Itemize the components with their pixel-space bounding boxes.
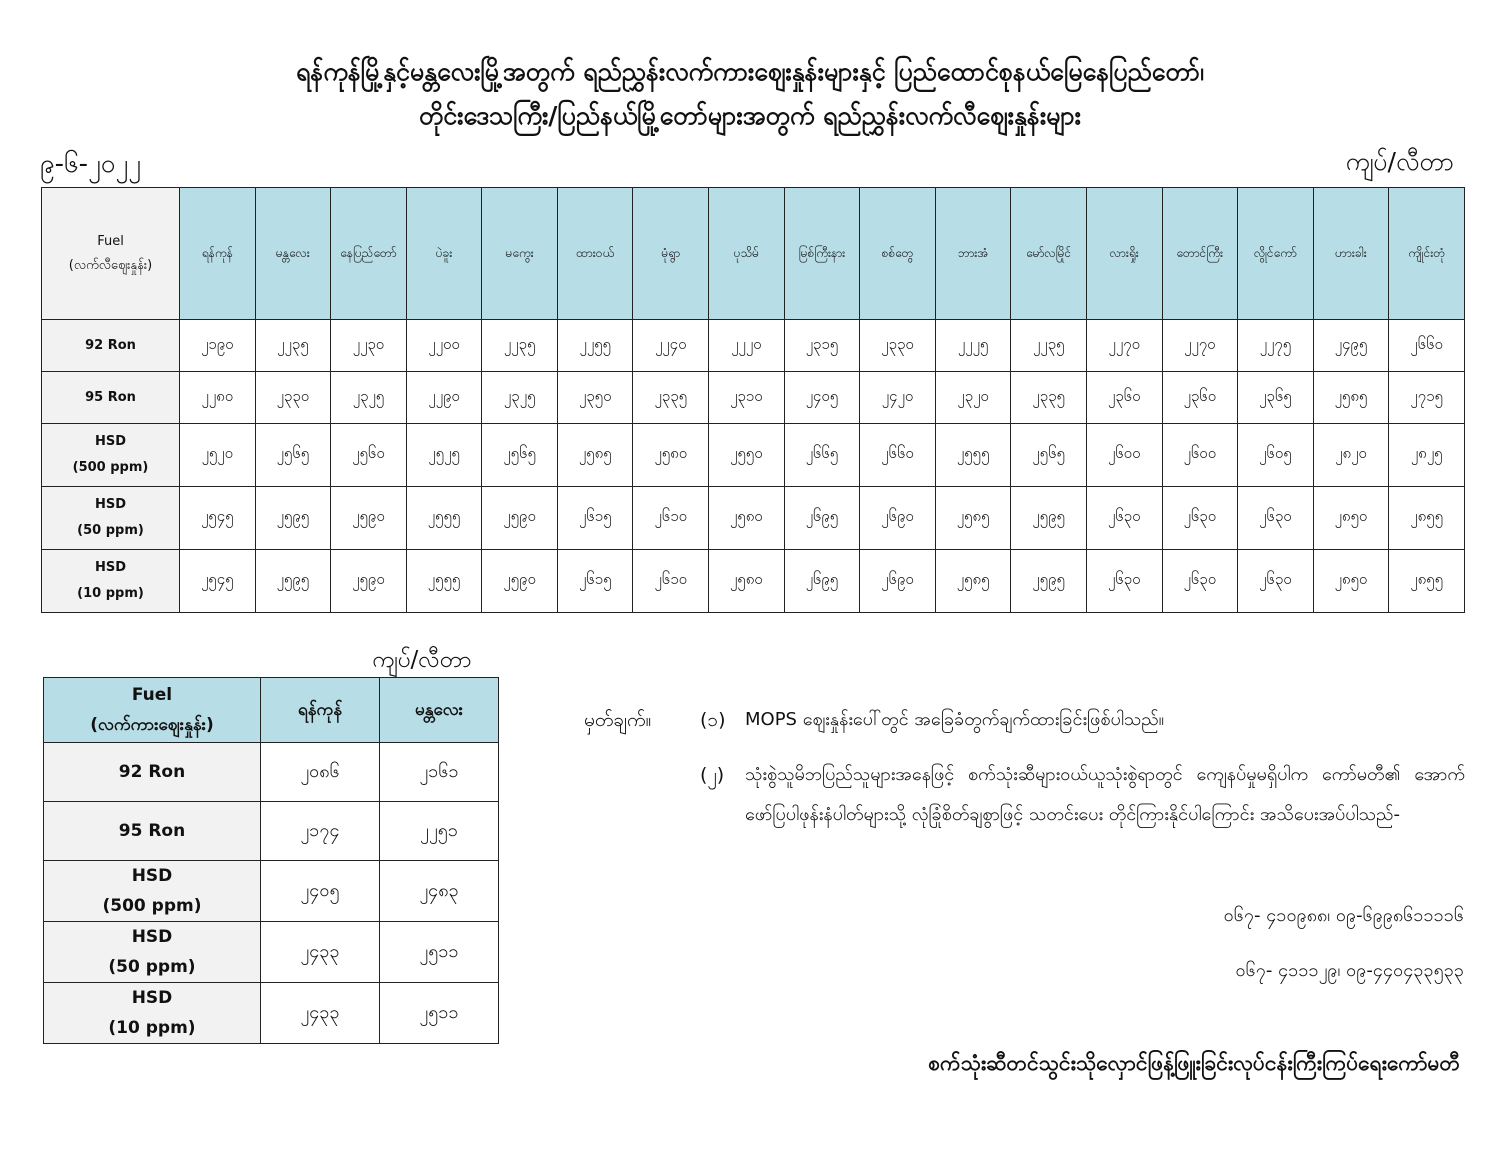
price-cell: ၂၈၂၀	[1313, 424, 1389, 487]
price-cell: ၂၆၆၀	[1389, 320, 1465, 372]
price-cell: ၂၅၉၅	[255, 550, 331, 613]
price-cell: ၂၅၈၅	[557, 424, 633, 487]
price-cell: ၂၆၀၀	[1162, 424, 1238, 487]
price-cell: ၂၂၅၁	[380, 802, 499, 861]
price-cell: ၂၃၁၀	[709, 372, 785, 424]
city-header: ဘားအံ	[935, 188, 1011, 320]
price-cell: ၂၂၃၅	[255, 320, 331, 372]
city-header: လားရှိုး	[1086, 188, 1162, 320]
price-cell: ၂၂၂၅	[935, 320, 1011, 372]
title-line-1: ရန်ကုန်မြို့နှင့်မန္တလေးမြို့အတွက် ရည်ညွှန်းလက်ကားဈေးနှုန်းများနှင့် ပြည်ထောင်စုနယ်မြေနေပြည်တော်၊	[296, 57, 1204, 86]
price-cell: ၂၅၅၅	[935, 424, 1011, 487]
fuel-header-line: (လက်ကားဈေးနှုန်း)	[90, 715, 214, 735]
price-cell: ၂၆၃၀	[1086, 550, 1162, 613]
fuel-label	[44, 861, 261, 922]
price-cell: ၂၅၆၅	[1011, 424, 1087, 487]
price-cell: ၂၁၆၁	[380, 743, 499, 802]
price-cell: ၂၈၅၅	[1389, 550, 1465, 613]
price-cell: ၂၇၁၅	[1389, 372, 1465, 424]
retail-header-row	[42, 188, 1465, 320]
price-cell: ၂၅၂၅	[406, 424, 482, 487]
price-cell: ၂၃၂၀	[935, 372, 1011, 424]
price-cell: ၂၅၈၅	[935, 487, 1011, 550]
price-cell: ၂၅၈၀	[709, 550, 785, 613]
price-cell: ၂၅၉၀	[482, 550, 558, 613]
fuel-label-line: 92 Ron	[85, 337, 136, 353]
price-cell: ၂၆၃၀	[1238, 550, 1314, 613]
wholesale-city-header: ရန်ကုန်	[261, 678, 380, 743]
price-cell: ၂၆၃၀	[1162, 550, 1238, 613]
price-cell: ၂၄၉၅	[1313, 320, 1389, 372]
price-cell: ၂၃၅၀	[557, 372, 633, 424]
wholesale-row	[44, 743, 499, 802]
retail-row	[42, 372, 1465, 424]
fuel-label-line: (10 ppm)	[108, 1018, 196, 1038]
price-cell: ၂၂၂၀	[709, 320, 785, 372]
price-cell: ၂၁၉၀	[180, 320, 256, 372]
retail-row	[42, 424, 1465, 487]
notes-label: မှတ်ချက်။	[584, 709, 652, 731]
city-header: ပုသိမ်	[709, 188, 785, 320]
price-cell: ၂၅၄၅	[180, 487, 256, 550]
price-cell: ၂၆၉၀	[860, 487, 936, 550]
price-cell: ၂၅၂၀	[180, 424, 256, 487]
city-header: စစ်တွေ	[860, 188, 936, 320]
price-cell: ၂၆၀၅	[1238, 424, 1314, 487]
city-header: ပဲခူး	[406, 188, 482, 320]
fuel-label-line: 92 Ron	[118, 762, 186, 782]
price-cell: ၂၅၈၅	[935, 550, 1011, 613]
price-cell: ၂၂၇၀	[1162, 320, 1238, 372]
wholesale-row	[44, 802, 499, 861]
price-cell: ၂၈၂၅	[1389, 424, 1465, 487]
price-cell: ၂၆၃၀	[1162, 487, 1238, 550]
price-cell: ၂၆၉၅	[784, 550, 860, 613]
retail-fuel-header	[42, 188, 180, 320]
note-1-number: (၁)	[700, 709, 726, 731]
price-cell: ၂၂၇၀	[1086, 320, 1162, 372]
fuel-label-line: HSD	[131, 866, 173, 886]
price-cell: ၂၃၂၅	[331, 372, 407, 424]
price-cell: ၂၄၃၃	[261, 983, 380, 1044]
price-cell: ၂၅၈၅	[1313, 372, 1389, 424]
price-cell: ၂၄၂၀	[860, 372, 936, 424]
price-cell: ၂၂၃၅	[1011, 320, 1087, 372]
wholesale-row	[44, 861, 499, 922]
city-header: မန္တလေး	[255, 188, 331, 320]
price-cell: ၂၆၀၀	[1086, 424, 1162, 487]
committee-name: စက်သုံးဆီတင်သွင်းသိုလှောင်ဖြန့်ဖြူးခြင်းလုပ်ငန်းကြီးကြပ်ရေးကော်မတီ	[928, 1051, 1460, 1075]
city-header: လွိုင်ကော်	[1238, 188, 1314, 320]
price-cell: ၂၅၆၅	[482, 424, 558, 487]
price-cell: ၂၆၆၀	[860, 424, 936, 487]
price-cell: ၂၆၁၀	[633, 550, 709, 613]
price-cell: ၂၃၃၅	[1011, 372, 1087, 424]
price-cell: ၂၃၃၀	[860, 320, 936, 372]
price-cell: ၂၂၀၀	[406, 320, 482, 372]
price-cell: ၂၆၃၀	[1238, 487, 1314, 550]
city-header: တောင်ကြီး	[1162, 188, 1238, 320]
fuel-label-line: (500 ppm)	[72, 460, 149, 475]
wholesale-city-header: မန္တလေး	[380, 678, 499, 743]
fuel-label	[42, 550, 180, 613]
unit-label: ကျပ်/လီတာ	[1345, 147, 1454, 176]
fuel-label-line: HSD	[94, 497, 127, 512]
price-cell: ၂၅၅၅	[406, 487, 482, 550]
price-cell: ၂၃၆၅	[1238, 372, 1314, 424]
price-cell: ၂၂၄၀	[633, 320, 709, 372]
fuel-label-line: HSD	[94, 434, 127, 449]
fuel-label-line: (50 ppm)	[108, 957, 196, 977]
fuel-label	[42, 372, 180, 424]
note-1-text: MOPS ဈေးနှုန်းပေါ်တွင် အခြေခံတွက်ချက်ထားခြင်းဖြစ်ပါသည်။	[745, 709, 1165, 730]
wholesale-row	[44, 983, 499, 1044]
phone-numbers-1: ၀၆၇- ၄၁၀၉၈၈၊ ၀၉-၆၉၉၈၆၁၁၁၁၆	[1223, 905, 1464, 926]
price-cell: ၂၈၅၀	[1313, 550, 1389, 613]
price-cell: ၂၅၄၅	[180, 550, 256, 613]
fuel-label-line: (500 ppm)	[102, 896, 202, 916]
fuel-header-line: (လက်လီဈေးနှုန်း)	[68, 257, 153, 273]
price-cell: ၂၄၀၅	[261, 861, 380, 922]
price-cell: ၂၂၉၀	[406, 372, 482, 424]
fuel-label-line: 95 Ron	[85, 389, 136, 405]
fuel-label-line: HSD	[94, 560, 127, 575]
retail-price-table	[41, 187, 1465, 613]
fuel-label-line: HSD	[131, 988, 173, 1008]
price-cell: ၂၂၅၅	[557, 320, 633, 372]
fuel-label-line: (10 ppm)	[77, 586, 144, 601]
price-cell: ၂၂၇၅	[1238, 320, 1314, 372]
price-cell: ၂၆၃၀	[1086, 487, 1162, 550]
note-2-number: (၂)	[700, 764, 725, 786]
price-cell: ၂၅၉၀	[331, 550, 407, 613]
price-cell: ၂၆၁၅	[557, 487, 633, 550]
fuel-label	[44, 802, 261, 861]
price-cell: ၂၅၆၅	[255, 424, 331, 487]
price-cell: ၂၄၀၅	[784, 372, 860, 424]
city-header: မော်လမြိုင်	[1011, 188, 1087, 320]
wholesale-row	[44, 922, 499, 983]
fuel-label	[42, 320, 180, 372]
wholesale-price-table	[43, 677, 499, 1044]
wholesale-fuel-header	[44, 678, 261, 743]
city-header: ဟားခါး	[1313, 188, 1389, 320]
price-cell: ၂၈၅၅	[1389, 487, 1465, 550]
wholesale-header-row	[44, 678, 499, 743]
retail-row	[42, 320, 1465, 372]
date: ၉-၆-၂၀၂၂	[40, 149, 141, 179]
price-cell: ၂၃၆၀	[1162, 372, 1238, 424]
price-cell: ၂၅၉၀	[331, 487, 407, 550]
price-cell: ၂၅၁၁	[380, 983, 499, 1044]
price-cell: ၂၄၃၃	[261, 922, 380, 983]
note-2-text: သုံးစွဲသူမိဘပြည်သူများအနေဖြင့် စက်သုံးဆီများဝယ်ယူသုံးစွဲရာတွင် ကျေနပ်မှုမရှိပါက ကော်မတီ၏ အောက်ဖော်ပြပါဖုန်းနံပါတ်များသို့ လုံခြုံစိတ်ချစွာဖြင့် သတင်းပေး တိုင်ကြားနိုင်ပါကြောင်း အသိပေးအပ်ပါသည်-	[745, 764, 1465, 825]
price-cell: ၂၆၉၅	[784, 487, 860, 550]
retail-row	[42, 487, 1465, 550]
fuel-header-line: Fuel	[131, 685, 173, 705]
price-cell: ၂၂၃၀	[331, 320, 407, 372]
price-cell: ၂၈၅၀	[1313, 487, 1389, 550]
price-cell: ၂၃၃၀	[255, 372, 331, 424]
fuel-label	[44, 922, 261, 983]
price-cell: ၂၅၉၅	[255, 487, 331, 550]
price-cell: ၂၅၈၀	[709, 487, 785, 550]
price-cell: ၂၅၅၅	[406, 550, 482, 613]
price-cell: ၂၀၈၆	[261, 743, 380, 802]
price-cell: ၂၆၁၀	[633, 487, 709, 550]
price-cell: ၂၆၁၅	[557, 550, 633, 613]
city-header: ကျိုင်းတုံ	[1389, 188, 1465, 320]
price-cell: ၂၅၉၀	[482, 487, 558, 550]
fuel-label	[42, 424, 180, 487]
price-cell: ၂၂၃၅	[482, 320, 558, 372]
price-cell: ၂၅၉၅	[1011, 487, 1087, 550]
city-header: ရန်ကုန်	[180, 188, 256, 320]
price-cell: ၂၂၈၀	[180, 372, 256, 424]
fuel-label	[44, 743, 261, 802]
retail-row	[42, 550, 1465, 613]
fuel-label-line: HSD	[131, 927, 173, 947]
city-header: ထားဝယ်	[557, 188, 633, 320]
price-cell: ၂၅၉၅	[1011, 550, 1087, 613]
phone-numbers-2: ၀၆၇- ၄၁၁၁၂၉၊ ၀၉-၄၄၀၄၃၃၅၃၃	[1235, 960, 1464, 981]
city-header: မြစ်ကြီးနား	[784, 188, 860, 320]
title-line-2: တိုင်းဒေသကြီး/ပြည်နယ်မြို့တော်များအတွက် ရည်ညွှန်းလက်လီဈေးနှုန်းများ	[418, 101, 1082, 130]
city-header: မကွေး	[482, 188, 558, 320]
price-cell: ၂၅၈၀	[633, 424, 709, 487]
price-cell: ၂၅၁၁	[380, 922, 499, 983]
price-cell: ၂၃၆၀	[1086, 372, 1162, 424]
fuel-label	[42, 487, 180, 550]
price-cell: ၂၅၆၀	[331, 424, 407, 487]
fuel-header-line: Fuel	[97, 233, 124, 249]
price-cell: ၂၆၉၀	[860, 550, 936, 613]
price-cell: ၂၄၈၃	[380, 861, 499, 922]
price-cell: ၂၃၂၅	[482, 372, 558, 424]
price-cell: ၂၃၁၅	[784, 320, 860, 372]
city-header: မုံရွာ	[633, 188, 709, 320]
price-cell: ၂၁၇၄	[261, 802, 380, 861]
price-cell: ၂၃၃၅	[633, 372, 709, 424]
price-cell: ၂၆၆၅	[784, 424, 860, 487]
price-cell: ၂၅၅၀	[709, 424, 785, 487]
fuel-label-line: 95 Ron	[118, 821, 186, 841]
fuel-label-line: (50 ppm)	[77, 523, 144, 538]
fuel-label	[44, 983, 261, 1044]
wholesale-unit-label: ကျပ်/လီတာ	[372, 647, 472, 673]
city-header: နေပြည်တော်	[331, 188, 407, 320]
